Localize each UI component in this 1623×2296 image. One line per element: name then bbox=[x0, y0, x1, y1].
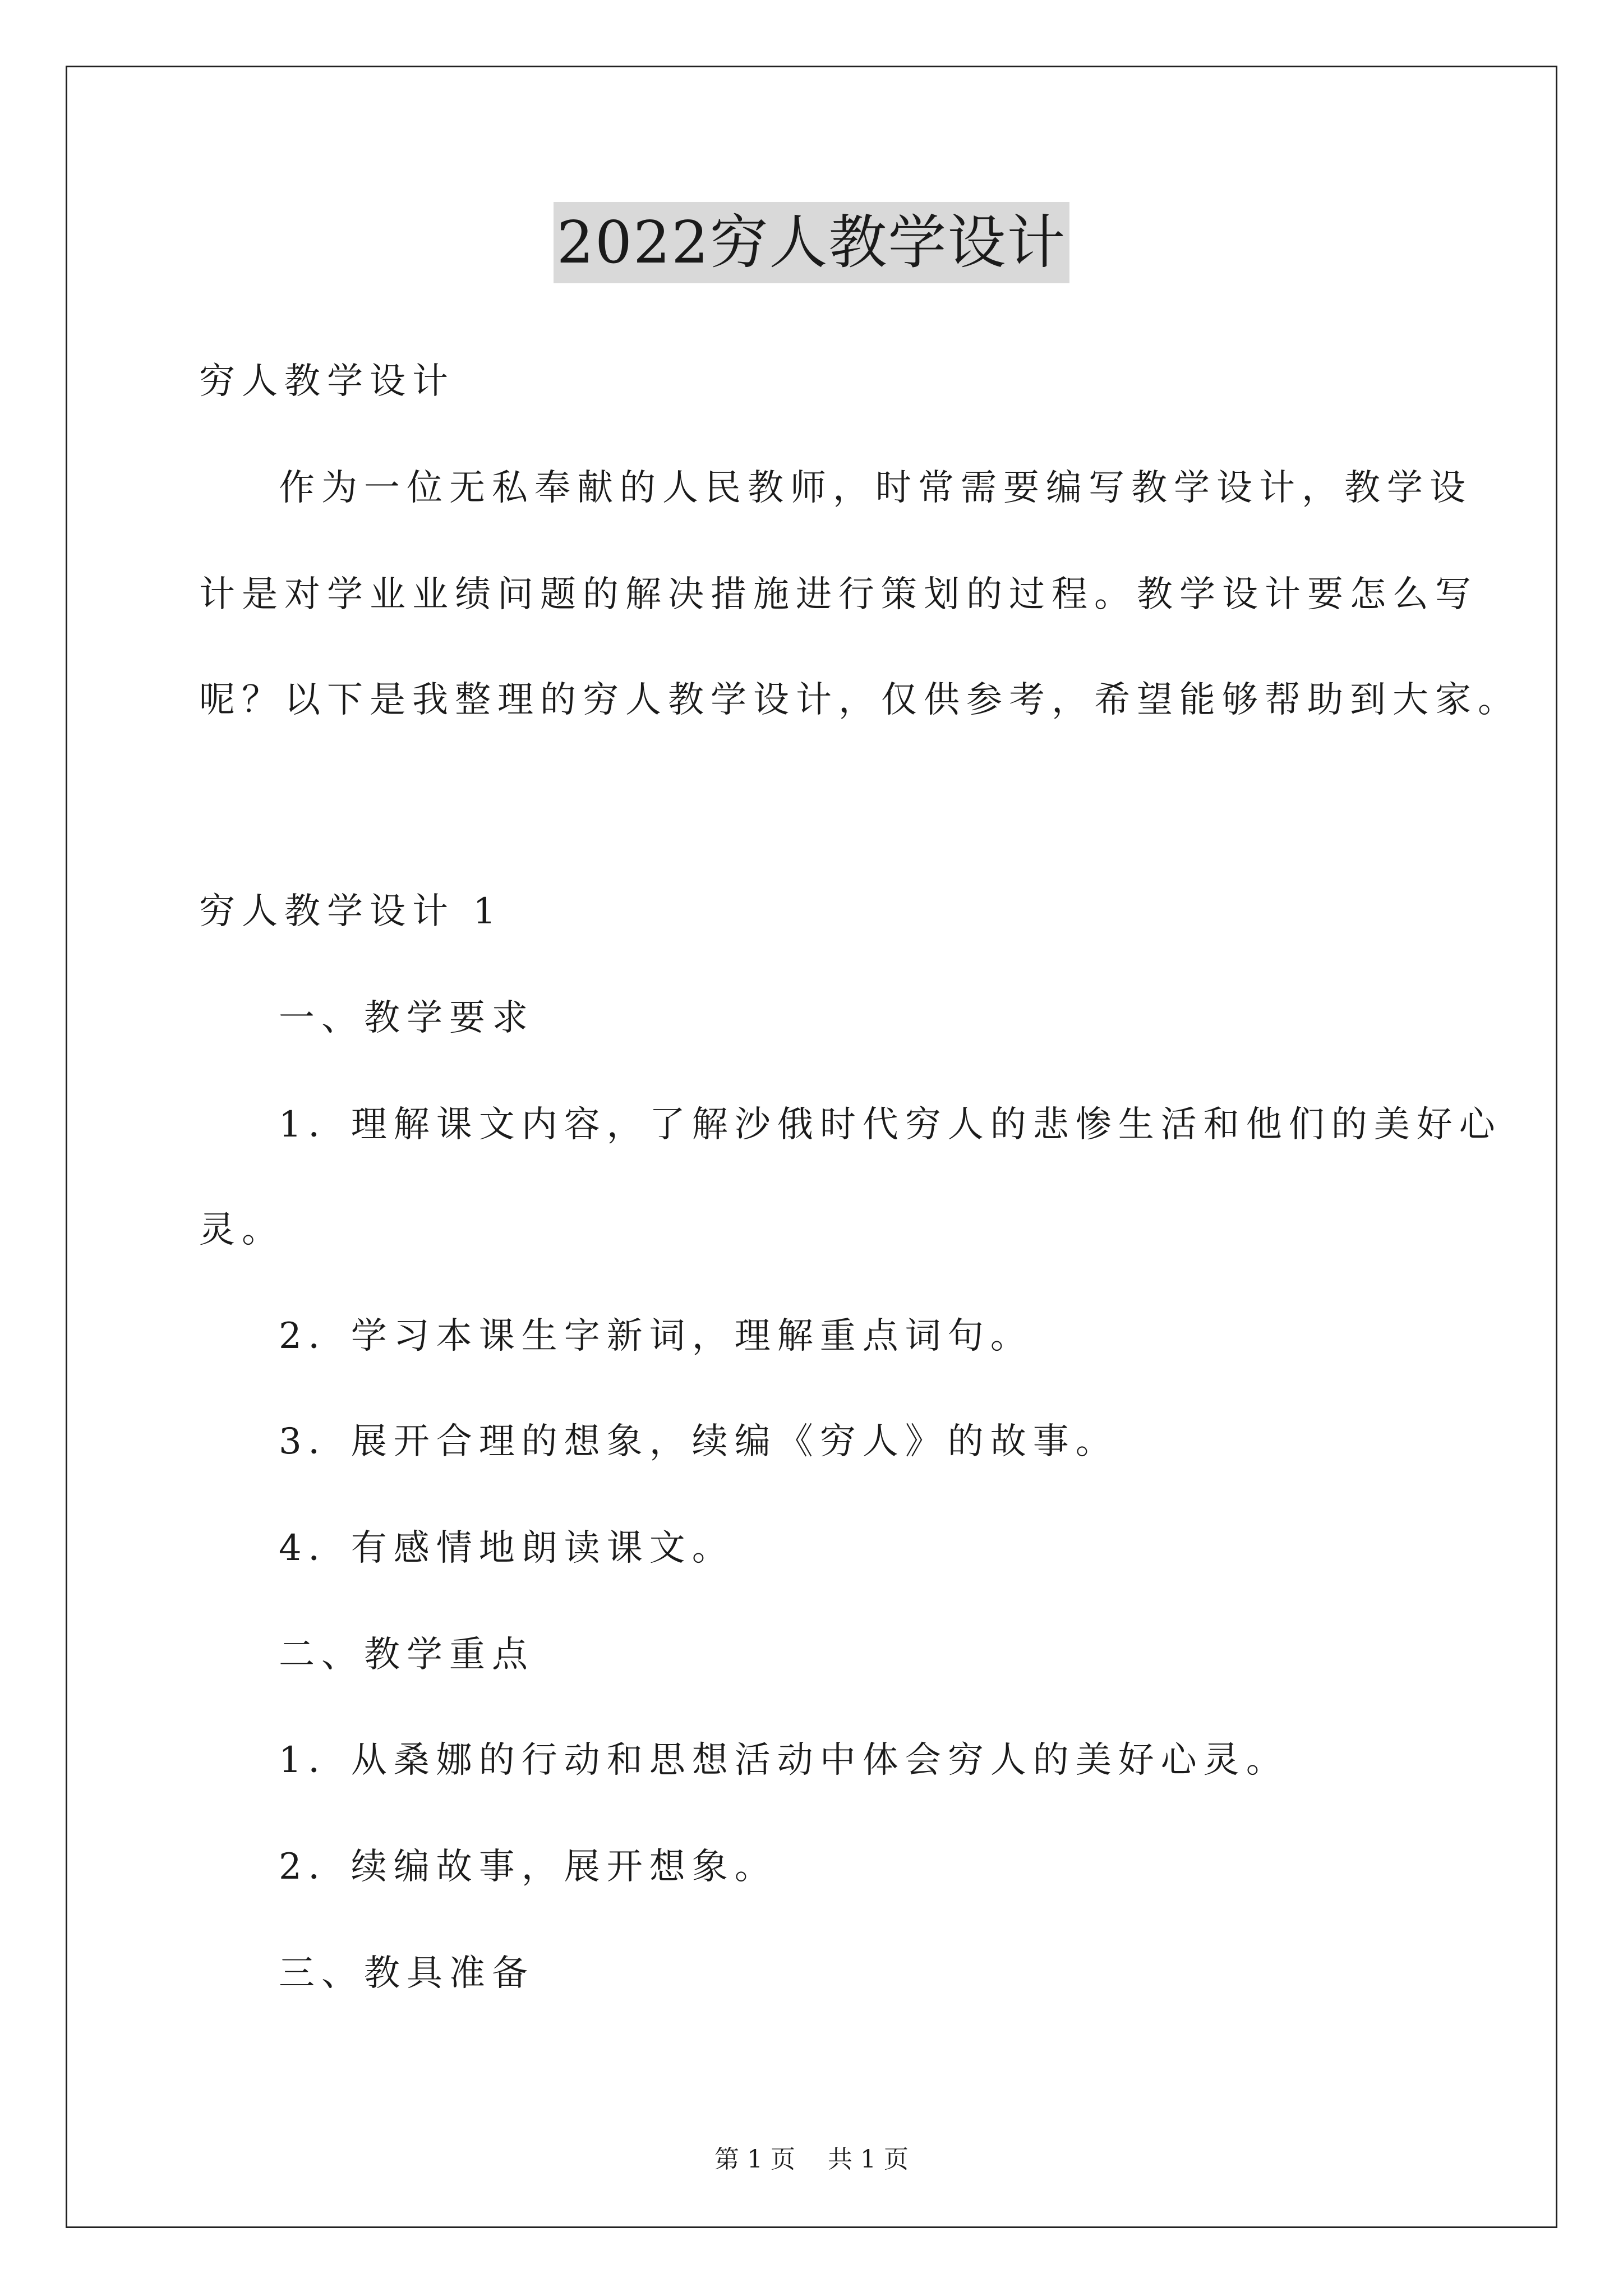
requirement-2: 2．学习本课生字新词，理解重点词句。 bbox=[279, 1315, 1033, 1357]
requirement-4: 4．有感情地朗读课文。 bbox=[279, 1527, 735, 1569]
requirement-1-line-2: 灵。 bbox=[199, 1209, 284, 1251]
requirement-1-line-1: 1．理解课文内容，了解沙俄时代穷人的悲惨生活和他们的美好心 bbox=[279, 1104, 1502, 1145]
page-footer bbox=[0, 2143, 1623, 2177]
document-subtitle: 穷人教学设计 bbox=[199, 361, 455, 402]
document-title: 2022穷人教学设计 bbox=[554, 202, 1070, 283]
page-number-current: 第 1 页 bbox=[714, 2145, 795, 2174]
section-title: 穷人教学设计 1 bbox=[199, 891, 503, 932]
intro-line-2: 计是对学业业绩问题的解决措施进行策划的过程。教学设计要怎么写 bbox=[199, 574, 1478, 615]
heading-teaching-requirements: 一、教学要求 bbox=[279, 997, 534, 1039]
heading-key-points: 二、教学重点 bbox=[279, 1634, 534, 1676]
intro-line-1: 作为一位无私奉献的人民教师，时常需要编写教学设计，教学设 bbox=[279, 467, 1472, 509]
page-number-total: 共 1 页 bbox=[828, 2145, 909, 2174]
heading-teaching-aids: 三、教具准备 bbox=[279, 1953, 534, 1994]
key-point-1: 1．从桑娜的行动和思想活动中体会穷人的美好心灵。 bbox=[279, 1740, 1289, 1781]
title-container bbox=[0, 202, 1623, 283]
intro-line-3: 呢？以下是我整理的穷人教学设计，仅供参考，希望能够帮助到大家。 bbox=[199, 679, 1520, 721]
key-point-2: 2．续编故事，展开想象。 bbox=[279, 1846, 777, 1888]
requirement-3: 3．展开合理的想象，续编《穷人》的故事。 bbox=[279, 1421, 1118, 1462]
